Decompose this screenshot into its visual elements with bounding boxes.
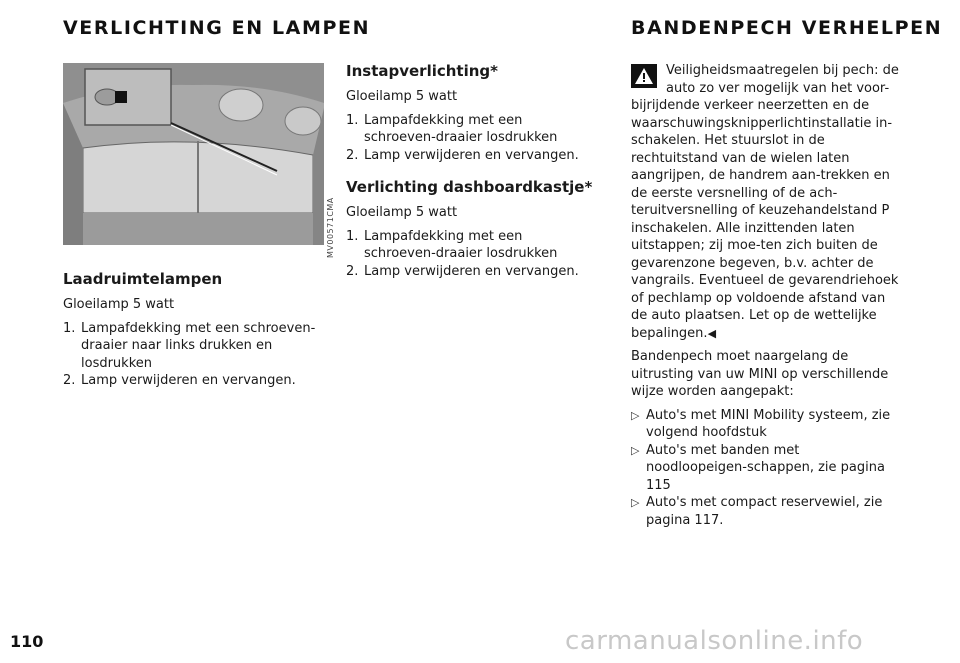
warning-icon xyxy=(631,64,657,88)
cargo-lamps-steps xyxy=(63,320,343,390)
flat-tyre-section xyxy=(631,62,903,529)
flat-tyre-intro: Bandenpech moet naargelang de uitrusting van uw MINI op verschillende wijze worden aangepakt: xyxy=(631,349,889,399)
triangle-bullet-icon: ▷ xyxy=(631,408,640,422)
cargo-lamps-heading: Laadruimtelampen xyxy=(63,270,223,288)
step-item: 1. Lampafdekking met een schroeven-draaier losdrukken xyxy=(346,228,558,261)
section-title-lighting: VERLICHTING EN LAMPEN xyxy=(63,17,371,39)
watermark: carmanualsonline.info xyxy=(565,626,864,656)
entry-lighting-section xyxy=(346,62,596,280)
step-item: 2. Lamp verwijderen en vervangen. xyxy=(63,373,296,388)
triangle-bullet-icon: ▷ xyxy=(631,443,640,457)
list-item: ▷ Auto's met MINI Mobility systeem, zie volgend hoofdstuk xyxy=(631,407,891,440)
cargo-lamps-bulb: Gloeilamp 5 watt xyxy=(63,297,175,312)
entry-lighting-heading: Instapverlichting* xyxy=(346,62,498,80)
cargo-lamps-section xyxy=(63,270,343,390)
end-mark-icon: ◀ xyxy=(707,326,717,340)
glovebox-lighting-bulb: Gloeilamp 5 watt xyxy=(346,205,458,220)
step-item: 2. Lamp verwijderen en vervangen. xyxy=(346,147,579,163)
entry-lighting-bulb: Gloeilamp 5 watt xyxy=(346,89,458,104)
triangle-bullet-icon: ▷ xyxy=(631,496,640,509)
step-item: 1. Lampafdekking met een schroeven-draaier naar links drukken en losdrukken xyxy=(63,320,316,371)
entry-lighting-steps xyxy=(346,112,596,165)
safety-warning: Veiligheidsmaatregelen bij pech: de auto zo ver mogelijk van het voor-bijrijdende verkeer neerzetten en de waarschuwingsknipperlichtinstallatie in-schakelen. Het stuurslot in de rechtuitstand van de wielen laten aangrijpen, de handrem aan-trekken en de eerste versnelling of de ach-teruitversnelling of keuzehandelstand P inschakelen. Alle inzittenden laten uitstappen; zij moe-ten zich buiten de gevarenzone begeven, b.v. achter de vangrails. Eventueel de gevarendriehoek of pechlamp op voldoende afstand van de auto plaatsen. Let op de wettelijke bepalingen.◀ xyxy=(631,63,899,341)
flat-tyre-options xyxy=(631,407,903,530)
step-item: 2. Lamp verwijderen en vervangen. xyxy=(346,263,579,279)
list-item: ▷ Auto's met compact reservewiel, zie pagina 117. xyxy=(631,495,883,528)
step-item: 1. Lampafdekking met een schroeven-draaier losdrukken xyxy=(346,112,558,145)
glovebox-lighting-heading: Verlichting dashboardkastje* xyxy=(346,178,593,196)
image-reference-code: MV00571CMA xyxy=(326,197,335,258)
section-title-flat-tyre: BANDENPECH VERHELPEN xyxy=(631,17,943,39)
list-item: ▷ Auto's met banden met noodloopeigen-schappen, zie pagina 115 xyxy=(631,442,885,493)
cargo-area-photo xyxy=(63,63,324,245)
glovebox-lighting-steps xyxy=(346,228,596,281)
page-number: 110 xyxy=(10,632,44,651)
